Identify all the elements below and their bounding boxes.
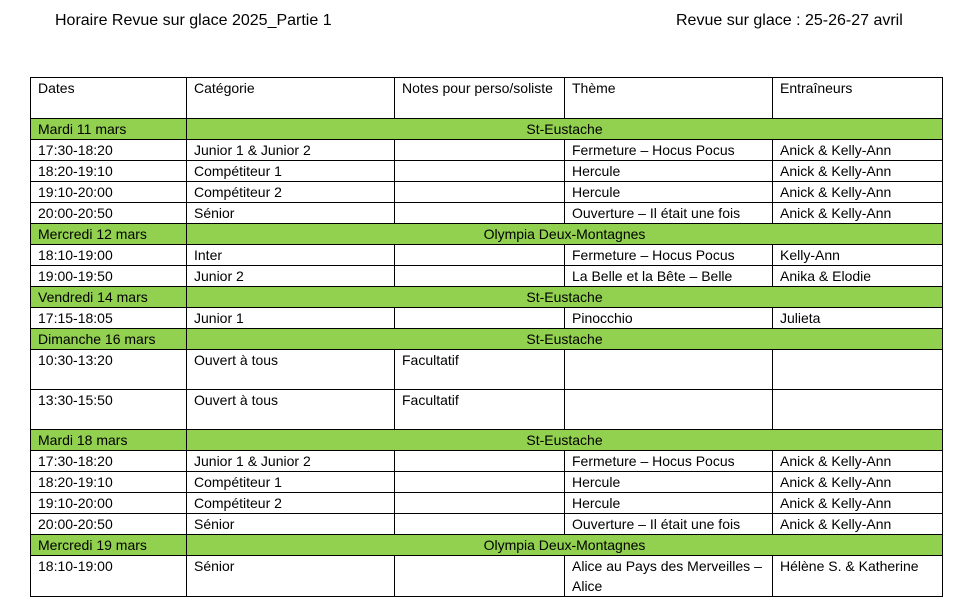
- session-category: Compétiteur 2: [187, 182, 395, 203]
- session-time: 20:00-20:50: [31, 203, 187, 224]
- session-time: 19:00-19:50: [31, 266, 187, 287]
- session-notes: Facultatif: [395, 350, 565, 390]
- session-coaches: Anick & Kelly-Ann: [773, 182, 943, 203]
- session-time: 18:20-19:10: [31, 161, 187, 182]
- session-time: 13:30-15:50: [31, 390, 187, 430]
- day-venue: St-Eustache: [187, 119, 943, 140]
- session-coaches: Anick & Kelly-Ann: [773, 472, 943, 493]
- session-notes: [395, 182, 565, 203]
- day-date: Mercredi 19 mars: [31, 535, 187, 556]
- day-date: Mardi 18 mars: [31, 430, 187, 451]
- column-header-category: Catégorie: [187, 78, 395, 119]
- session-time: 17:30-18:20: [31, 140, 187, 161]
- session-coaches: Anick & Kelly-Ann: [773, 203, 943, 224]
- session-time: 17:30-18:20: [31, 451, 187, 472]
- session-row: [31, 203, 943, 224]
- session-theme: [565, 390, 773, 430]
- session-theme: Pinocchio: [565, 308, 773, 329]
- session-row: [31, 161, 943, 182]
- session-category: Compétiteur 1: [187, 472, 395, 493]
- session-notes: [395, 203, 565, 224]
- session-coaches: Anika & Elodie: [773, 266, 943, 287]
- session-coaches: [773, 390, 943, 430]
- schedule-body: [31, 78, 943, 597]
- day-venue: Olympia Deux-Montagnes: [187, 224, 943, 245]
- day-venue: St-Eustache: [187, 329, 943, 350]
- session-notes: [395, 514, 565, 535]
- day-date: Dimanche 16 mars: [31, 329, 187, 350]
- session-time: 18:10-19:00: [31, 245, 187, 266]
- column-header-dates: Dates: [31, 78, 187, 119]
- schedule-table: [30, 77, 943, 597]
- day-row: [31, 430, 943, 451]
- day-row: [31, 329, 943, 350]
- session-category: Compétiteur 1: [187, 161, 395, 182]
- day-row: [31, 535, 943, 556]
- session-category: Junior 1: [187, 308, 395, 329]
- session-time: 19:10-20:00: [31, 493, 187, 514]
- session-row: [31, 140, 943, 161]
- day-venue: St-Eustache: [187, 430, 943, 451]
- session-theme: Alice au Pays des Merveilles – Alice: [565, 556, 773, 597]
- session-theme: Fermeture – Hocus Pocus: [565, 140, 773, 161]
- column-header-coaches: Entraîneurs: [773, 78, 943, 119]
- session-category: Sénior: [187, 203, 395, 224]
- session-theme: Fermeture – Hocus Pocus: [565, 451, 773, 472]
- session-time: 17:15-18:05: [31, 308, 187, 329]
- session-coaches: [773, 350, 943, 390]
- session-notes: [395, 308, 565, 329]
- session-row: [31, 493, 943, 514]
- session-notes: Facultatif: [395, 390, 565, 430]
- session-row: [31, 472, 943, 493]
- session-row: [31, 556, 943, 597]
- column-header-theme: Thème: [565, 78, 773, 119]
- session-coaches: Anick & Kelly-Ann: [773, 161, 943, 182]
- session-notes: [395, 556, 565, 597]
- session-theme: Hercule: [565, 161, 773, 182]
- session-time: 20:00-20:50: [31, 514, 187, 535]
- session-notes: [395, 472, 565, 493]
- session-coaches: Anick & Kelly-Ann: [773, 140, 943, 161]
- day-date: Mercredi 12 mars: [31, 224, 187, 245]
- session-coaches: Anick & Kelly-Ann: [773, 493, 943, 514]
- session-time: 19:10-20:00: [31, 182, 187, 203]
- session-category: Sénior: [187, 556, 395, 597]
- session-theme: Ouverture – Il était une fois: [565, 514, 773, 535]
- session-theme: Ouverture – Il était une fois: [565, 203, 773, 224]
- session-category: Sénior: [187, 514, 395, 535]
- session-coaches: Hélène S. & Katherine: [773, 556, 943, 597]
- session-theme: Hercule: [565, 182, 773, 203]
- session-row: [31, 451, 943, 472]
- session-time: 10:30-13:20: [31, 350, 187, 390]
- session-notes: [395, 493, 565, 514]
- day-date: Mardi 11 mars: [31, 119, 187, 140]
- session-category: Junior 2: [187, 266, 395, 287]
- event-dates: Revue sur glace : 25-26-27 avril: [676, 12, 903, 29]
- session-theme: Fermeture – Hocus Pocus: [565, 245, 773, 266]
- day-row: [31, 119, 943, 140]
- session-coaches: Julieta: [773, 308, 943, 329]
- session-category: Junior 1 & Junior 2: [187, 451, 395, 472]
- session-row: [31, 182, 943, 203]
- session-row: [31, 266, 943, 287]
- session-category: Ouvert à tous: [187, 350, 395, 390]
- session-row: [31, 350, 943, 390]
- session-coaches: Anick & Kelly-Ann: [773, 514, 943, 535]
- session-coaches: Kelly-Ann: [773, 245, 943, 266]
- session-theme: Hercule: [565, 472, 773, 493]
- document-title: Horaire Revue sur glace 2025_Partie 1: [55, 12, 332, 29]
- session-theme: [565, 350, 773, 390]
- session-notes: [395, 140, 565, 161]
- session-category: Inter: [187, 245, 395, 266]
- column-header-notes: Notes pour perso/soliste: [395, 78, 565, 119]
- session-time: 18:10-19:00: [31, 556, 187, 597]
- day-venue: Olympia Deux-Montagnes: [187, 535, 943, 556]
- session-time: 18:20-19:10: [31, 472, 187, 493]
- session-notes: [395, 161, 565, 182]
- session-category: Ouvert à tous: [187, 390, 395, 430]
- session-theme: La Belle et la Bête – Belle: [565, 266, 773, 287]
- session-row: [31, 514, 943, 535]
- session-theme: Hercule: [565, 493, 773, 514]
- day-venue: St-Eustache: [187, 287, 943, 308]
- day-row: [31, 287, 943, 308]
- session-notes: [395, 266, 565, 287]
- session-row: [31, 308, 943, 329]
- session-row: [31, 390, 943, 430]
- session-coaches: Anick & Kelly-Ann: [773, 451, 943, 472]
- day-date: Vendredi 14 mars: [31, 287, 187, 308]
- session-notes: [395, 451, 565, 472]
- day-row: [31, 224, 943, 245]
- session-category: Compétiteur 2: [187, 493, 395, 514]
- header-row: [31, 78, 943, 119]
- session-notes: [395, 245, 565, 266]
- session-row: [31, 245, 943, 266]
- session-category: Junior 1 & Junior 2: [187, 140, 395, 161]
